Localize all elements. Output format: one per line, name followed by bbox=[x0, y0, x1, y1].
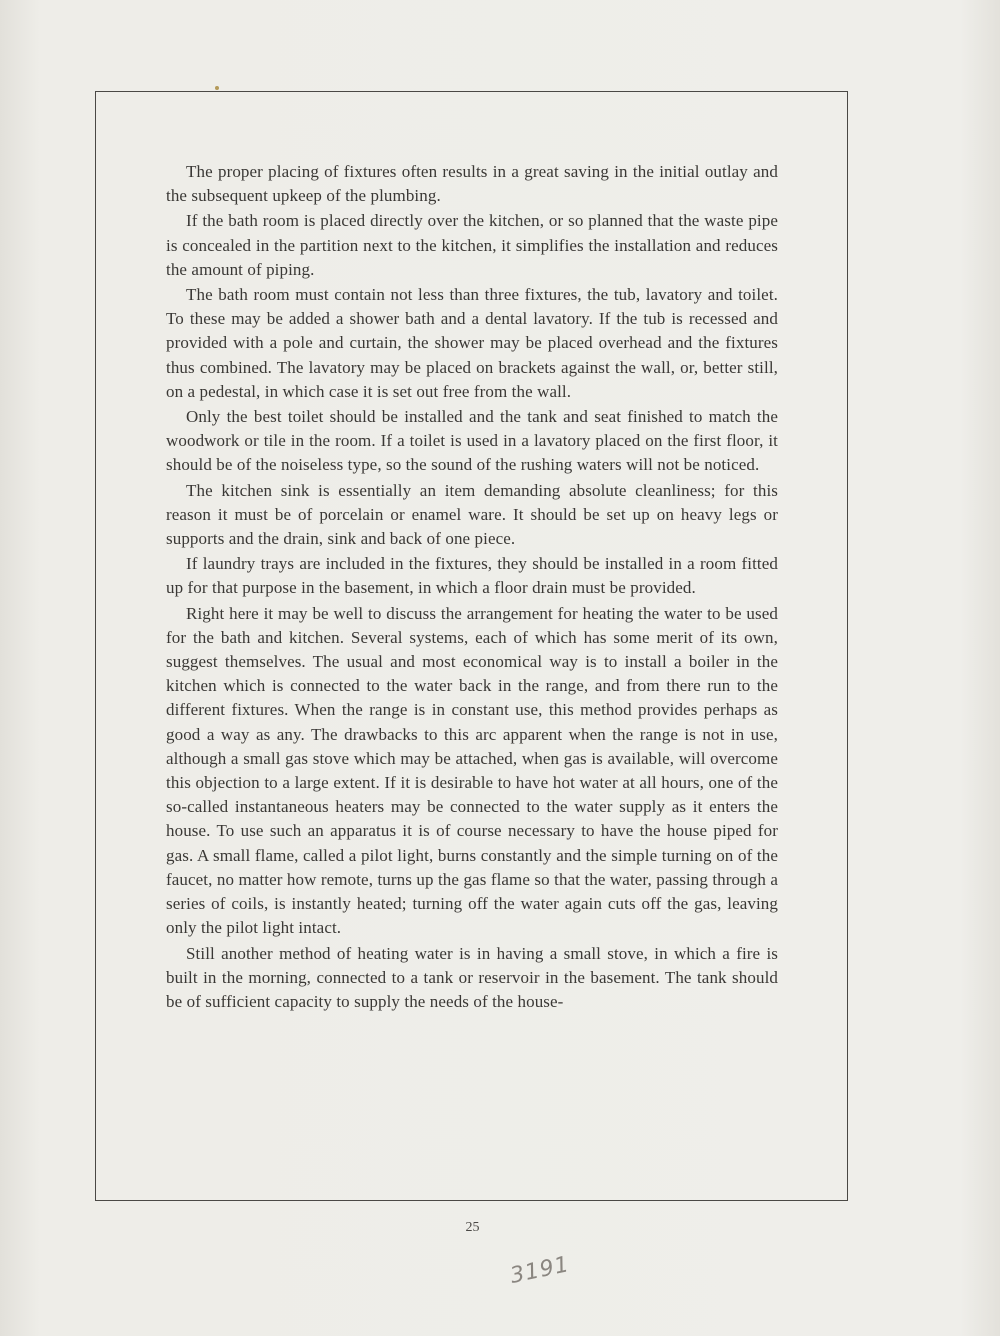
page-number: 25 bbox=[465, 1220, 480, 1235]
handwritten-note: 3191 bbox=[508, 1252, 572, 1289]
paper-speck bbox=[215, 86, 219, 90]
paragraph: The bath room must contain not less than three fixtures, the tub, lavatory and toilet. To these may be added a shower bath and a dental lavatory. If the tub is recessed and provided with a pole and curtain, the shower may be placed overhead and the fixtures thus combined. The lavatory may be placed on brackets against the wall, or, better still, on a pedestal, in which case it is set out free from the wall. bbox=[166, 285, 778, 401]
paragraph: The proper placing of fixtures often results in a great saving in the initial outlay and the subsequent upkeep of the plumbing. bbox=[166, 162, 778, 206]
paragraph: If laundry trays are included in the fixtures, they should be installed in a room fitted up for that purpose in the basement, in which a floor drain must be provided. bbox=[166, 554, 778, 598]
body-text bbox=[166, 160, 778, 1015]
paragraph: If the bath room is placed directly over the kitchen, or so planned that the waste pipe is concealed in the partition next to the kitchen, it simplifies the installation and reduces the amount of piping. bbox=[166, 211, 778, 279]
paragraph: The kitchen sink is essentially an item demanding absolute cleanliness; for this reason it must be of porcelain or enamel ware. It should be set up on heavy legs or supports and the drain, sink and back of one piece. bbox=[166, 480, 778, 549]
paragraph: Still another method of heating water is in having a small stove, in which a fire is built in the morning, connected to a tank or reservoir in the basement. The tank should be of sufficient capacity to supply the needs of the house- bbox=[166, 943, 778, 1011]
paragraph: Only the best toilet should be installed and the tank and seat finished to match the woodwork or tile in the room. If a toilet is used in a lavatory placed on the first floor, it should be of the noiseless type, so the sound of the rushing waters will not be noticed. bbox=[166, 407, 778, 475]
paragraph: Right here it may be well to discuss the arrangement for heating the water to be used for the bath and kitchen. Several systems, each of which has some merit of its own, suggest themselves. The usual and most economical way is to install a boiler in the kitchen which is connected to the water back in the range, and from there run to the different fixtures. When the range is in constant use, this method provides perhaps as good a way as any. The drawbacks to this arc apparent when the range is not in use, although a small gas stove which may be attached, when gas is available, will overcome this objection to a large extent. If it is desirable to have hot water at all hours, one of the so-called instantaneous heaters may be connected to the water supply as it enters the house. To use such an apparatus it is of course necessary to have the house piped for gas. A small flame, called a pilot light, burns constantly and the simple turning on of the faucet, no matter how remote, turns up the gas flame so that the water, passing through a series of coils, is instantly heated; turning off the water again cuts off the gas, leaving only the pilot light intact. bbox=[166, 603, 778, 938]
